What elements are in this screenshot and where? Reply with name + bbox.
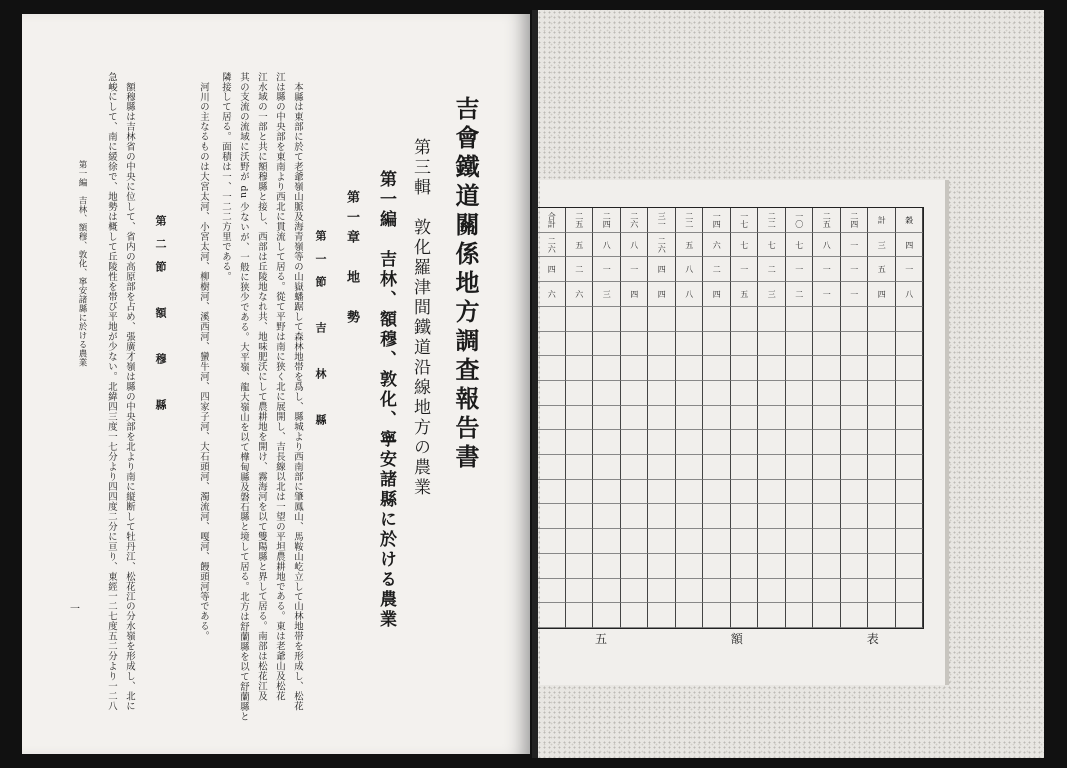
table-cell <box>813 529 841 554</box>
table-cell: 一 <box>841 282 869 307</box>
table-cell <box>676 480 704 505</box>
table-cell <box>676 381 704 406</box>
table-cell <box>593 603 621 628</box>
table-cell <box>593 554 621 579</box>
paragraph-line: 隣接して居る。面積は一、一二二方里である。 <box>220 72 231 282</box>
table-cell <box>566 307 594 332</box>
table-cell <box>758 603 786 628</box>
table-cell <box>813 504 841 529</box>
table-cell: 八 <box>621 233 649 258</box>
table-cell <box>758 455 786 480</box>
table-cell <box>868 332 896 357</box>
table-cell <box>731 332 759 357</box>
table-cell <box>566 603 594 628</box>
table-cell <box>813 406 841 431</box>
table-cell <box>676 603 704 628</box>
table-cell <box>676 332 704 357</box>
table-cell <box>648 579 676 604</box>
table-cell <box>676 529 704 554</box>
table-cell <box>896 554 924 579</box>
table-cell <box>731 381 759 406</box>
table-cell <box>676 504 704 529</box>
table-cell <box>621 579 649 604</box>
table-cell <box>841 356 869 381</box>
table-cell <box>868 579 896 604</box>
table-cell <box>621 356 649 381</box>
table-cell: 三 <box>758 282 786 307</box>
table-cell <box>896 579 924 604</box>
table-cell <box>841 430 869 455</box>
table-cell <box>566 356 594 381</box>
section-heading-1: 第一節 吉 林 縣 <box>314 230 327 437</box>
table-cell <box>566 381 594 406</box>
table-cell <box>813 307 841 332</box>
table-cell <box>621 554 649 579</box>
table-cell <box>868 504 896 529</box>
table-cell <box>538 430 566 455</box>
table-cell <box>841 455 869 480</box>
table-cell <box>868 529 896 554</box>
table-cell <box>566 455 594 480</box>
table-cell: 二 <box>786 282 814 307</box>
table-cell <box>703 430 731 455</box>
table-cell <box>786 381 814 406</box>
table-cell <box>841 504 869 529</box>
table-cell <box>813 381 841 406</box>
table-cell: 二四 <box>593 208 621 233</box>
table-cell: 二 <box>566 257 594 282</box>
table-cell <box>786 480 814 505</box>
table-cell: 二六 <box>648 233 676 258</box>
table-cell <box>896 356 924 381</box>
table-cell <box>538 406 566 431</box>
table-cell <box>566 504 594 529</box>
table-cell <box>703 504 731 529</box>
table-cell <box>621 430 649 455</box>
table-cell: 一 <box>813 257 841 282</box>
table-cell <box>566 332 594 357</box>
table-cell <box>758 332 786 357</box>
table-cell <box>566 529 594 554</box>
table-cell <box>896 307 924 332</box>
table-cell: 二六 <box>621 208 649 233</box>
table-cell <box>593 455 621 480</box>
table-cell <box>841 307 869 332</box>
table-cell <box>868 356 896 381</box>
table-cell <box>703 406 731 431</box>
table-cell <box>703 579 731 604</box>
table-cell <box>786 455 814 480</box>
section-heading-2: 第二節 額 穆 縣 <box>154 215 167 422</box>
table-cell <box>703 480 731 505</box>
table-cell: 一 <box>841 233 869 258</box>
table-cell <box>648 356 676 381</box>
table-cell: 計 <box>868 208 896 233</box>
table-cell: 八 <box>676 257 704 282</box>
table-cell <box>841 381 869 406</box>
table-cell: 二 <box>703 257 731 282</box>
running-footer: 第一編 吉林、額穆、敦化、寧安諸縣に於ける農業 <box>77 160 87 367</box>
table-caption-char: 額 <box>730 632 773 646</box>
table-cell <box>593 332 621 357</box>
table-cell <box>786 529 814 554</box>
table-cell <box>593 529 621 554</box>
table-cell <box>703 603 731 628</box>
table-cell <box>758 579 786 604</box>
table-cell <box>786 430 814 455</box>
table-cell <box>896 603 924 628</box>
table-cell <box>703 554 731 579</box>
table-cell <box>758 529 786 554</box>
table-cell: 一七 <box>731 208 759 233</box>
table-cell: 八 <box>676 282 704 307</box>
table-cell <box>566 406 594 431</box>
table-cell <box>786 356 814 381</box>
table-cell <box>566 430 594 455</box>
table-cell <box>896 332 924 357</box>
table-cell <box>731 504 759 529</box>
table-cell <box>648 332 676 357</box>
table-cell <box>593 480 621 505</box>
table-cell <box>813 430 841 455</box>
table-cell <box>593 504 621 529</box>
table-cell: 七 <box>731 233 759 258</box>
table-cell <box>676 430 704 455</box>
table-cell <box>621 480 649 505</box>
table-cell: 三 <box>868 233 896 258</box>
table-cell <box>648 504 676 529</box>
table-cell: 六 <box>566 282 594 307</box>
table-cell <box>731 529 759 554</box>
table-cell <box>758 554 786 579</box>
table-cell <box>896 529 924 554</box>
table-cell: 八 <box>896 282 924 307</box>
table-cell: 七 <box>758 233 786 258</box>
table-cell <box>621 504 649 529</box>
table-cell <box>841 406 869 431</box>
table-cell: 合計 <box>538 208 566 233</box>
table-cell <box>703 307 731 332</box>
table-cell: 二六 <box>538 233 566 258</box>
table-cell <box>676 406 704 431</box>
table-cell: 六 <box>703 233 731 258</box>
table-cell: 五 <box>868 257 896 282</box>
table-cell <box>813 579 841 604</box>
paragraph-line: 江水域の一部と共に額穆縣と接し、西部は丘陵地なれ共、地味肥沃にして農耕地を開け、霧海河を以て雙陽縣と界して居る。南部は松花江及 <box>256 72 267 702</box>
table-cell <box>648 406 676 431</box>
table-cell <box>731 307 759 332</box>
table-cell <box>538 381 566 406</box>
table-cell <box>538 480 566 505</box>
paragraph-line: 本縣は東部に於て老爺嶺山脈及海青嶺等の山嶽蟠踞して森林地帯を爲し、縣城より西南部に肇鳳山、馬鞍山屹立して山林地帯を形成し、松花 <box>292 82 303 712</box>
table-cell <box>538 307 566 332</box>
table-cell <box>868 406 896 431</box>
table-cell <box>621 332 649 357</box>
table-cell <box>868 455 896 480</box>
table-cell <box>841 332 869 357</box>
table-cell: 一 <box>896 257 924 282</box>
table-cell <box>758 480 786 505</box>
table-cell: 八 <box>813 233 841 258</box>
table-cell <box>621 603 649 628</box>
document-title: 吉會鐵道關係地方調査報告書 <box>451 96 480 473</box>
table-cell <box>731 406 759 431</box>
table-cell: 五 <box>566 233 594 258</box>
table-cell <box>896 504 924 529</box>
table-cell <box>758 307 786 332</box>
table-cell <box>786 406 814 431</box>
table-cell <box>566 480 594 505</box>
table-cell <box>786 603 814 628</box>
table-cell: 八 <box>593 233 621 258</box>
table-cell <box>538 504 566 529</box>
table-cell <box>731 455 759 480</box>
table-cell: 二二 <box>758 208 786 233</box>
paragraph-line: 額穆縣は吉林省の中央に位して、省内の高原部を占め、張廣才嶺は縣の中央部を北より南に縦断して牡丹江、松花江の分水嶺を形成し、北に <box>124 82 135 712</box>
table-cell <box>868 381 896 406</box>
table-cell: 一 <box>813 282 841 307</box>
table-cell <box>841 579 869 604</box>
table-cell: 四 <box>868 282 896 307</box>
table-cell <box>676 579 704 604</box>
table-cell <box>868 430 896 455</box>
table-cell <box>731 579 759 604</box>
table-cell <box>676 554 704 579</box>
table-cell <box>621 307 649 332</box>
table-cell: 五 <box>676 233 704 258</box>
table-cell <box>731 554 759 579</box>
table-cell <box>538 332 566 357</box>
table-cell <box>896 430 924 455</box>
table-cell: 一 <box>731 257 759 282</box>
table-cell: 一〇 <box>786 208 814 233</box>
table-cell: 一 <box>593 257 621 282</box>
table-cell <box>593 381 621 406</box>
table-cell <box>786 307 814 332</box>
table-cell: 四 <box>648 257 676 282</box>
paragraph-line: 江は縣の中央部を東南より西北に貫流して居る。從て平野は南に狭く北に展開し、吉長線以北は一望の平坦農耕地である。東は老爺山及松花 <box>274 72 285 702</box>
table-cell: 二五 <box>566 208 594 233</box>
table-cell <box>703 381 731 406</box>
table-cell <box>813 455 841 480</box>
table-cell <box>813 554 841 579</box>
table-cell: 六 <box>538 282 566 307</box>
volume-heading: 第一編 吉林、額穆、敦化、寧安諸縣に於ける農業 <box>376 170 396 630</box>
table-cell <box>731 480 759 505</box>
table-cell <box>621 406 649 431</box>
paragraph-line: 急峻にして、南に緩徐で、地勢は概して丘陵性を帯び平地が少ない。北緯四三度一七分より四四度二分に亘り、東經一二七度五二分より一二八 <box>106 72 117 712</box>
table-cell <box>648 480 676 505</box>
table-cell <box>566 554 594 579</box>
table-cell <box>868 480 896 505</box>
table-cell <box>786 579 814 604</box>
table-cell <box>758 356 786 381</box>
table-cell <box>731 356 759 381</box>
table-cell <box>538 603 566 628</box>
table-caption <box>595 630 969 647</box>
table-cell <box>896 455 924 480</box>
table-cell: 三一 <box>648 208 676 233</box>
table-cell: 七 <box>786 233 814 258</box>
table-cell: 五 <box>731 282 759 307</box>
table-cell <box>648 307 676 332</box>
paragraph-line: 其の支流の流域に沃野が du 少ないが、一般に狭少である。大平嶺、龍大嶺山を以て樺甸縣及磐石縣と境して居る。北方は舒蘭縣を以て舒蘭縣と <box>238 72 249 722</box>
table-cell <box>566 579 594 604</box>
table-cell: 二五 <box>813 208 841 233</box>
table-cell: 四 <box>648 282 676 307</box>
table-cell <box>538 529 566 554</box>
table-cell <box>841 554 869 579</box>
table-cell <box>648 603 676 628</box>
chapter-heading: 第一章 地 勢 <box>344 190 359 330</box>
table-cell <box>648 529 676 554</box>
table-cell <box>813 332 841 357</box>
table-cell <box>758 430 786 455</box>
table-cell <box>731 603 759 628</box>
table-cell: 四 <box>896 233 924 258</box>
table-cell: 穀 <box>896 208 924 233</box>
table-cell <box>593 307 621 332</box>
table-cell <box>841 529 869 554</box>
table-cell <box>703 356 731 381</box>
table-caption-char: 五 <box>595 632 638 646</box>
table-cell: 一四 <box>703 208 731 233</box>
table-cell <box>841 480 869 505</box>
table-cell <box>648 430 676 455</box>
table-cell: 四 <box>703 282 731 307</box>
table-cell: 四 <box>621 282 649 307</box>
table-cell <box>758 406 786 431</box>
table-cell <box>593 356 621 381</box>
page-number: 一 <box>70 604 80 615</box>
table-cell <box>538 554 566 579</box>
table-cell <box>896 406 924 431</box>
table-cell <box>758 504 786 529</box>
table-cell <box>813 356 841 381</box>
table-cell <box>593 579 621 604</box>
table-cell <box>593 430 621 455</box>
table-cell <box>538 579 566 604</box>
table-cell <box>703 529 731 554</box>
table-cell <box>896 480 924 505</box>
table-cell <box>786 332 814 357</box>
table-cell <box>621 529 649 554</box>
table-cell <box>786 554 814 579</box>
table-cell: 一 <box>621 257 649 282</box>
table-cell <box>676 356 704 381</box>
table-cell <box>868 307 896 332</box>
table-cell <box>868 554 896 579</box>
paragraph-line: 河川の主なるものは大宮太河、小宮太河、柳樹河、溪西河、蠻牛河、四家子河、大石頭河、濁流河、嘎河、饅頭河等である。 <box>198 82 209 642</box>
data-table <box>537 207 924 629</box>
table-cell <box>731 430 759 455</box>
table-cell: 一 <box>841 257 869 282</box>
part-heading: 第三輯 敦化羅津間鐵道沿線地方の農業 <box>410 138 430 498</box>
table-cell <box>703 332 731 357</box>
table-cell <box>648 381 676 406</box>
table-cell <box>813 480 841 505</box>
table-cell <box>621 381 649 406</box>
table-cell <box>538 455 566 480</box>
table-cell: 四 <box>538 257 566 282</box>
table-cell: 二四 <box>841 208 869 233</box>
table-cell <box>786 504 814 529</box>
table-cell <box>621 455 649 480</box>
table-cell <box>593 406 621 431</box>
table-cell <box>758 381 786 406</box>
table-caption-char: 表 <box>866 632 909 646</box>
table-cell <box>896 381 924 406</box>
table-cell <box>648 455 676 480</box>
table-cell <box>676 307 704 332</box>
table-cell <box>703 455 731 480</box>
table-cell: 三 <box>593 282 621 307</box>
table-cell <box>841 603 869 628</box>
table-cell <box>813 603 841 628</box>
table-cell <box>538 356 566 381</box>
table-cell: 二二 <box>676 208 704 233</box>
table-cell <box>868 603 896 628</box>
table-cell <box>676 455 704 480</box>
table-cell: 二 <box>758 257 786 282</box>
table-cell: 一 <box>786 257 814 282</box>
table-cell <box>648 554 676 579</box>
